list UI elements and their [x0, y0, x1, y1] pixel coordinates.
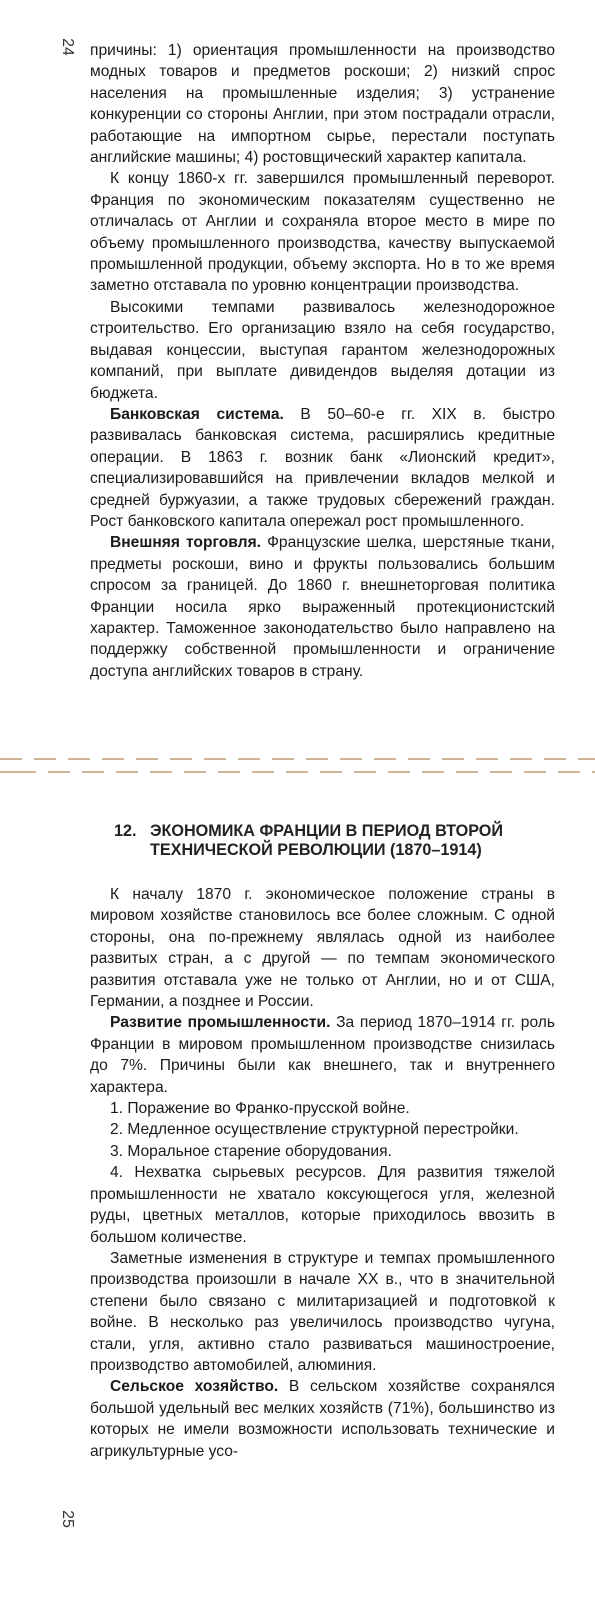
chapter-number: 12. [114, 822, 137, 840]
list-item: 3. Моральное старение оборудования. [110, 1142, 392, 1160]
paragraph: К концу 1860-х гг. завершился промышленный переворот. Франция по экономическим показателям существенно не отличалась от Англии и сохраняла второе место в мире по объему промышленного производства, качеству выпускаемой промышленной продукции, объему экспорта. Но в то же время заметно отставала по уровню концентрации производства. [90, 170, 555, 295]
paragraph [90, 404, 555, 532]
chapter-heading [114, 822, 554, 860]
paragraph-text: За период 1870–1914 гг. роль Франции в мировом промышленном производстве снизилась до 7%. Причины были как внешнего, так и внутреннего характера. [90, 1014, 556, 1096]
paragraph [90, 1012, 555, 1098]
page-number-top: 24 [58, 38, 76, 56]
paragraph-heading: Внешняя торговля. [110, 534, 262, 552]
paragraph: Заметные изменения в структуре и темпах промышленного производства произошли в начале XX в., что в значительной степени было связано с милитаризацией и подготовкой к войне. В несколько раз увеличилось производство чугуна, стали, угля, активно стало развиваться машиностроение, производство автомобилей, алюминия. [90, 1249, 555, 1374]
paragraph-text: Французские шелка, шерстяные ткани, предметы роскоши, вино и фрукты пользовались большим спросом за границей. До 1860 г. внешнеторговая политика Франции носила ярко выраженный протекционистский характер. Таможенное законодательство было направлено на поддержку собственной промышленности и ограничение доступа английских товаров в страну. [90, 534, 555, 680]
list-item: 2. Медленное осуществление структурной перестройки. [110, 1121, 519, 1139]
page-number-bottom: 25 [58, 1510, 76, 1528]
paragraph: К началу 1870 г. экономическое положение страны в мировом хозяйстве становилось все более сложным. С одной стороны, она по-прежнему являлась одной из наиболее развитых стран, а с другой — по темпам экономического развития отставала уже не только от Англии, но и от США, Германии, а позднее и России. [90, 886, 555, 1011]
paragraph-text: В 50–60-е гг. XIX в. быстро развивалась банковская система, расширялись кредитные операции. В 1863 г. возник банк «Лионский кредит», специализировавшийся на привлечении вкладов мелкой и средней буржуазии, а также трудовых сбережений граждан. Рост банковского капитала опережал рост промышленного. [90, 405, 555, 530]
top-section [90, 40, 555, 682]
paragraph [90, 1376, 555, 1462]
bottom-section [90, 884, 555, 1462]
paragraph-heading: Развитие промышленности. [110, 1014, 331, 1032]
separator-line [0, 758, 595, 760]
paragraph: Высокими темпами развивалось железнодорожное строительство. Его организацию взяло на себя государство, выдавая концессии, выступая гарантом железнодорожных компаний, при выплате дивидендов выделяя дотации из бюджета. [90, 298, 555, 402]
paragraph [90, 532, 555, 682]
paragraph-heading: Сельское хозяйство. [110, 1378, 279, 1396]
paragraph-heading: Банковская система. [110, 405, 284, 423]
list-item: 1. Поражение во Франко-прусской войне. [110, 1100, 410, 1118]
chapter-title: ЭКОНОМИКА ФРАНЦИИ В ПЕРИОД ВТОРОЙ ТЕХНИЧЕСКОЙ РЕВОЛЮЦИИ (1870–1914) [150, 822, 504, 859]
list-item: 4. Нехватка сырьевых ресурсов. Для развития тяжелой промышленности не хватало коксующегося угля, железной руды, цветных металлов, которые приходилось ввозить в большом количестве. [90, 1164, 555, 1246]
page-separator [0, 752, 595, 782]
paragraph: причины: 1) ориентация промышленности на производство модных товаров и предметов роскоши; 2) низкий спрос населения на промышленные изделия; 3) устранение конкуренции со стороны Англии, при этом пострадали отрасли, работающие на импортном сырье, перестали поступать английские машины; 4) ростовщический характер капитала. [90, 42, 555, 167]
separator-line [0, 771, 595, 773]
paragraph-text: В сельском хозяйстве сохранялся большой удельный вес мелких хозяйств (71%), большинство из которых не имели возможности использовать технические и агрикультурные усо- [90, 1378, 555, 1460]
